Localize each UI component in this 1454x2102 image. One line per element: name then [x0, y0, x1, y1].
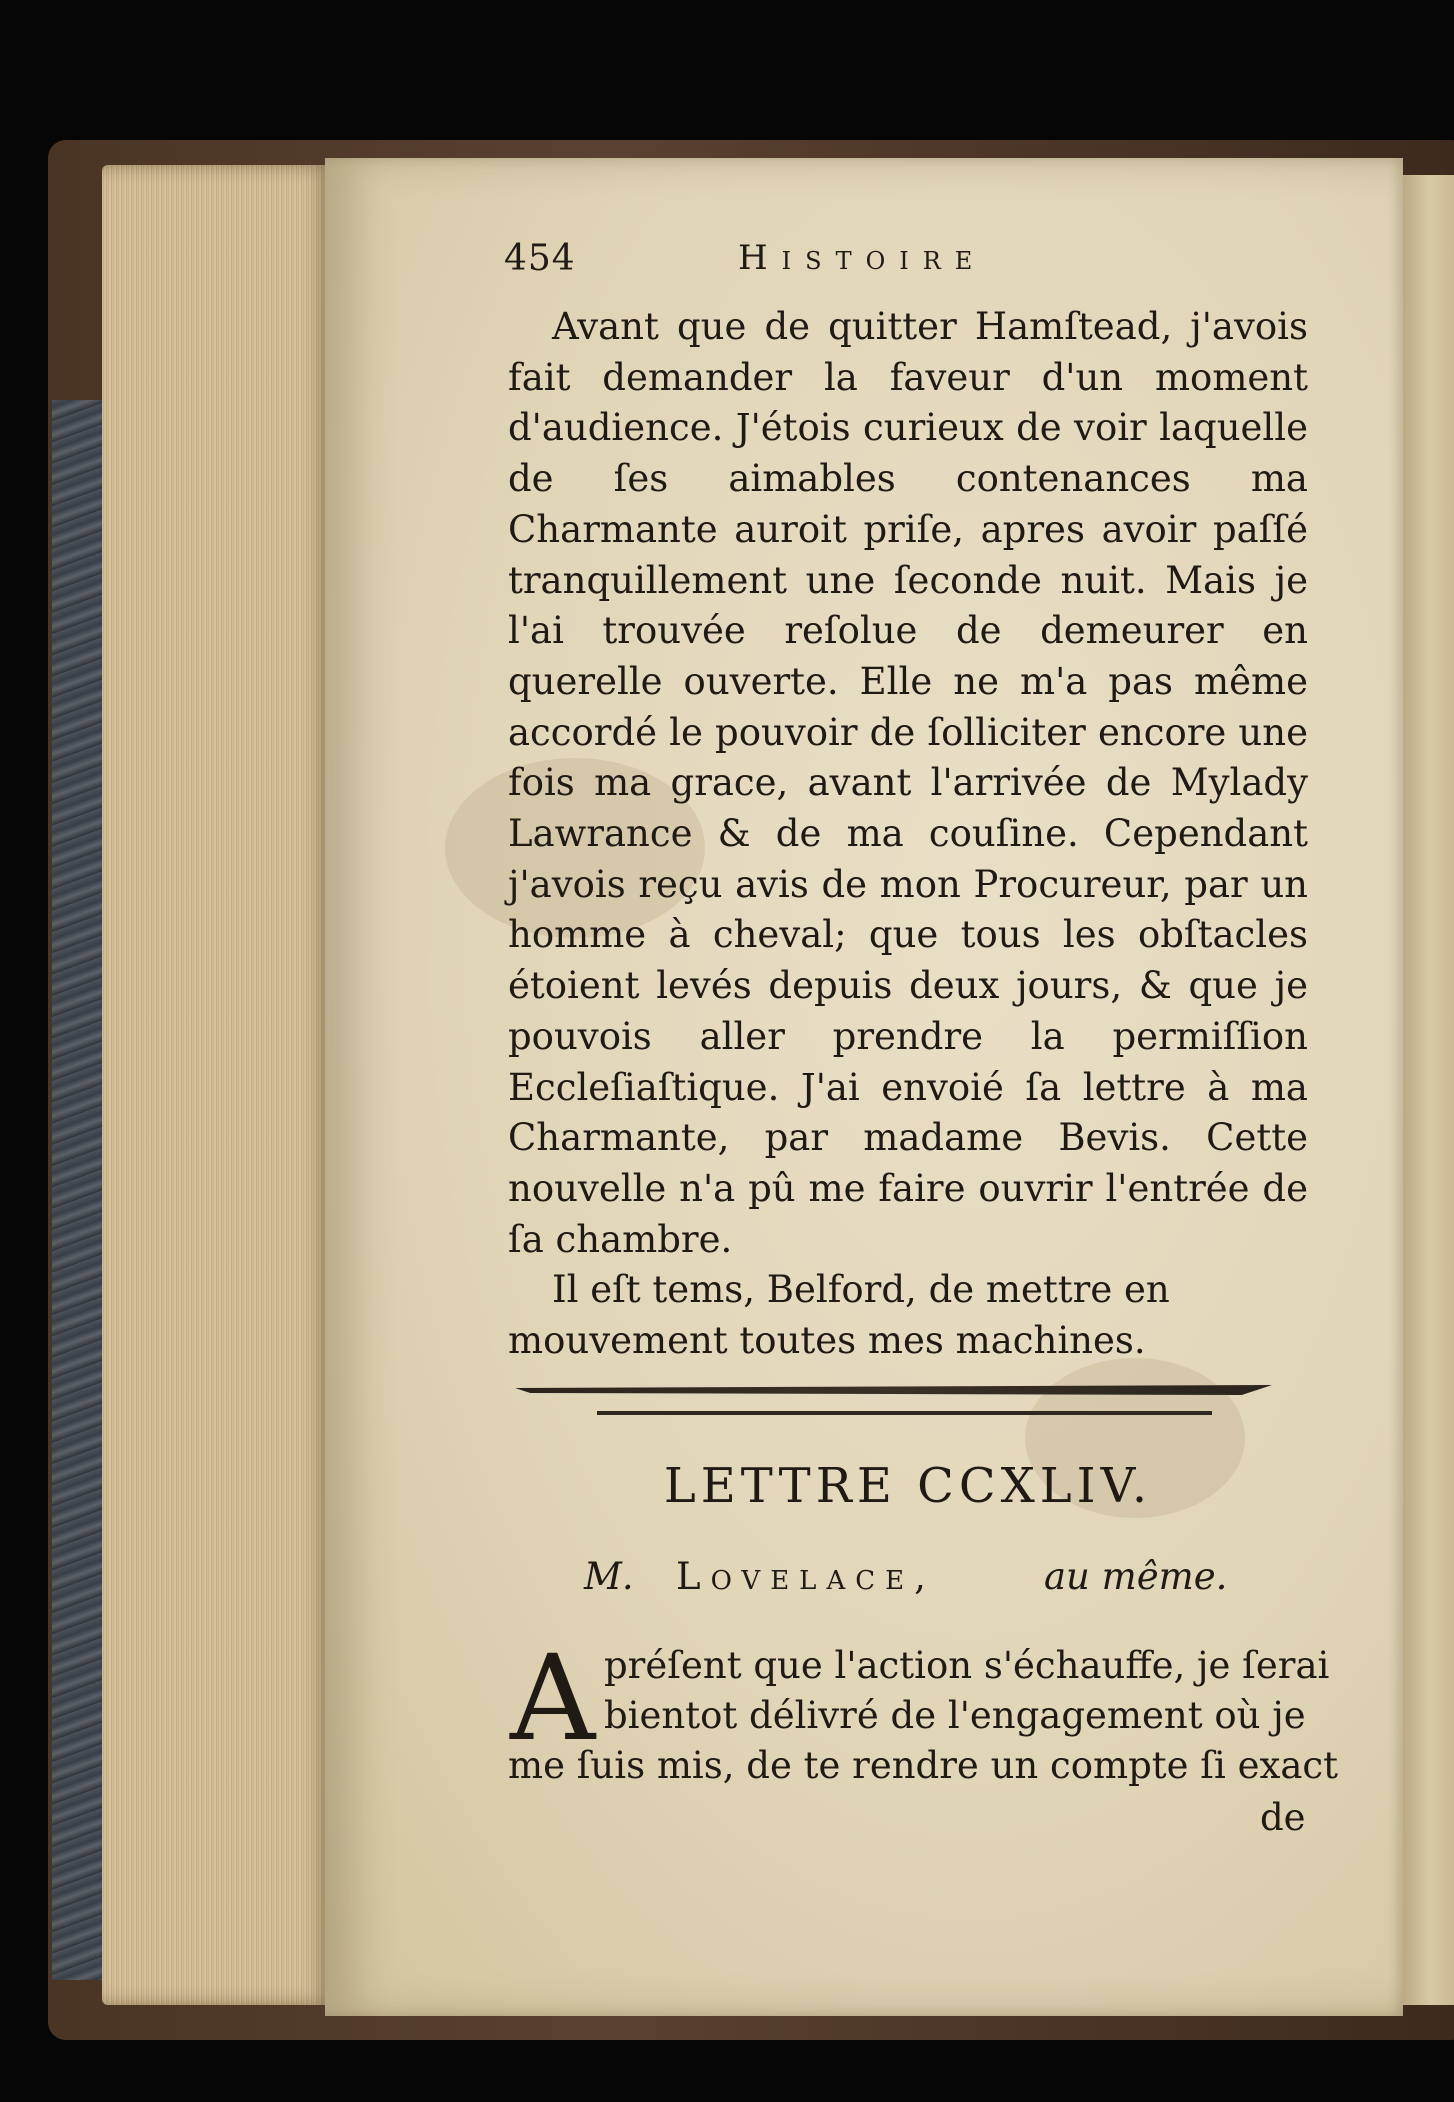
author-prefix: M.	[584, 1555, 634, 1598]
page-edges	[102, 165, 334, 2005]
letter-line-2: bientot délivré de l'engagement où je	[604, 1694, 1306, 1737]
running-head-title: Histoire	[738, 238, 987, 278]
page-number: 454	[504, 238, 576, 279]
paragraph-2: Il eſt tems, Belford, de mettre en mouvement toutes mes machines.	[508, 1268, 1170, 1363]
running-head	[504, 238, 1308, 288]
letter-line-1: préſent que l'action s'échauffe, je ſerai	[604, 1644, 1330, 1687]
body-text	[508, 302, 1308, 1367]
divider-rule-thin	[597, 1411, 1212, 1415]
letter-line-4: de	[1260, 1796, 1306, 1839]
letter-author: Lovelace,	[676, 1555, 936, 1598]
next-page-edge	[1400, 175, 1454, 2005]
letter-line-3: me ſuis mis, de te rendre un compte ſi exact	[508, 1744, 1339, 1787]
letter-recipient: au même.	[1044, 1555, 1228, 1598]
marbled-spine	[52, 400, 102, 1980]
paragraph-1: Avant que de quitter Hamſtead, j'avois fait demander la faveur d'un moment d'audience. J'étois curieux de voir laquelle de ſes aimables contenances ma Charmante auroit priſe, apres avoir paſſé tranquillement une ſeconde nuit. Mais je l'ai trouvée reſolue de demeurer en querelle ouverte. Elle ne m'a pas même accordé le pouvoir de ſolliciter encore une fois ma grace, avant l'arrivée de Mylady Lawrance & de ma couſine. Cependant j'avois reçu avis de mon Procureur, par un homme à cheval; que tous les obſtacles étoient levés depuis deux jours, & que je pouvois aller prendre la permiſſion Eccleſiaſtique. J'ai envoié ſa lettre à ma Charmante, par madame Bevis. Cette nouvelle n'a pû me faire ouvrir l'entrée de ſa chambre.	[508, 305, 1308, 1261]
letter-heading: LETTRE CCXLIV.	[663, 1458, 1153, 1514]
drop-cap: A	[510, 1629, 596, 1767]
